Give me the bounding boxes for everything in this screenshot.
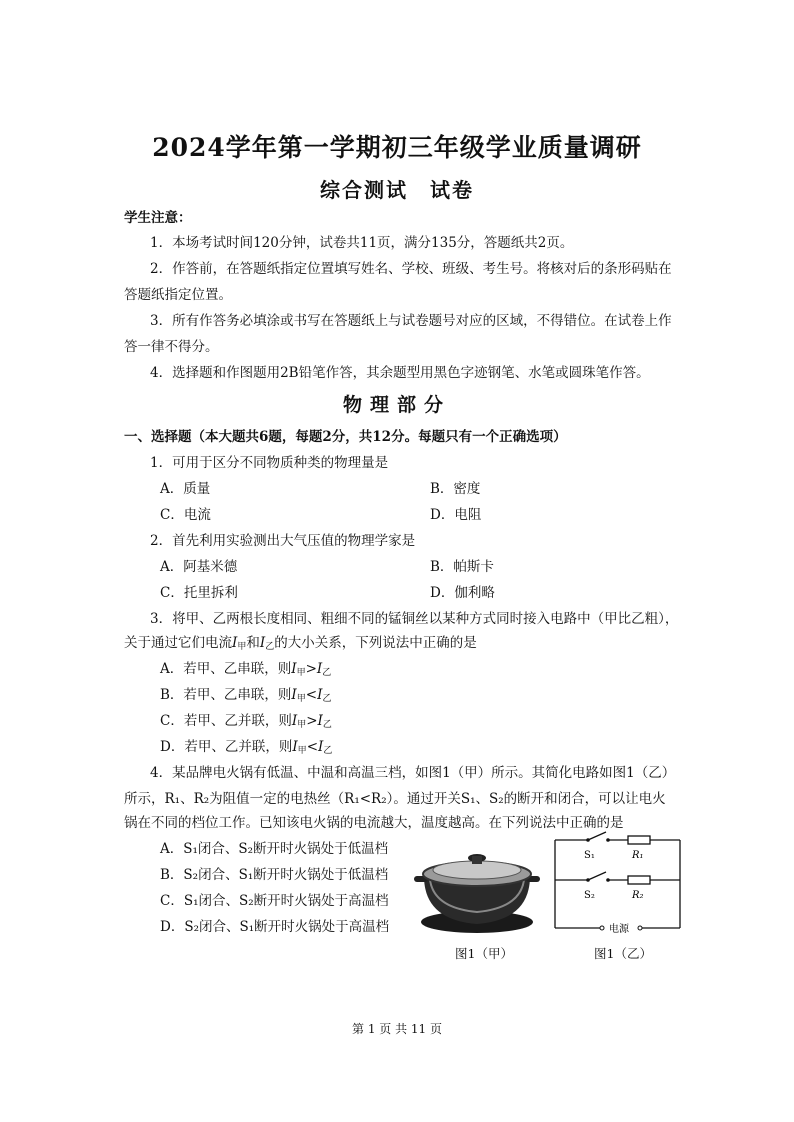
q1-option-a: A．质量	[160, 481, 211, 497]
subscript-yi: 乙	[322, 720, 332, 730]
option-text: C．若甲、乙并联，则	[160, 713, 292, 729]
comparison-operator: <	[306, 739, 318, 755]
notice-heading: 学生注意：	[124, 210, 192, 226]
q1-stem: 1．可用于区分不同物质种类的物理量是	[150, 455, 389, 471]
page-footer: 第 1 页 共 11 页	[352, 1022, 442, 1036]
hot-pot-illustration	[412, 836, 542, 936]
notice-item-3-cont: 答一律不得分。	[124, 339, 219, 355]
notice-item-2-cont: 答题纸指定位置。	[124, 287, 232, 303]
switch-s1-label: S₁	[584, 850, 595, 861]
comparison-operator: <	[305, 687, 318, 703]
subscript-jia: 甲	[297, 720, 307, 730]
power-source-label: 电源	[609, 924, 629, 935]
q3-stem: 3．将甲、乙两根长度相同、粗细不同的锰铜丝以某种方式同时接入电路中（甲比乙粗），	[150, 611, 679, 627]
switch-s2-label: S₂	[584, 890, 595, 901]
q2-option-b: B．帕斯卡	[430, 559, 494, 575]
notice-item-3: 3．所有作答务必填涂或书写在答题纸上与试卷题号对应的区域，不得错位。在试卷上作	[150, 313, 672, 329]
subscript-jia: 甲	[237, 642, 247, 652]
exam-title: 2024学年第一学期初三年级学业质量调研	[152, 133, 642, 162]
subtitle-subject: 综合测试	[320, 178, 408, 202]
q1-option-d: D．电阻	[430, 507, 482, 523]
exam-subtitle	[0, 174, 794, 203]
q4-option-d: D．S₂闭合、S₁断开时火锅处于高温档	[160, 919, 390, 935]
option-text: D．若甲、乙并联，则	[160, 739, 293, 755]
q2-stem: 2．首先利用实验测出大气压值的物理学家是	[150, 533, 416, 549]
circuit-diagram	[550, 828, 685, 938]
current-symbol: I	[291, 661, 297, 677]
q4-option-b: B．S₂闭合、S₁断开时火锅处于低温档	[160, 867, 389, 883]
subscript-yi: 乙	[322, 694, 332, 704]
subscript-jia: 甲	[296, 694, 306, 704]
q3-stem-text: 关于通过它们电流	[124, 635, 232, 651]
notice-item-1: 1．本场考试时间120分钟，试卷共11页，满分135分，答题纸共2页。	[150, 235, 574, 251]
q3-stem-text: 和	[246, 635, 260, 651]
current-symbol: I	[292, 739, 298, 755]
q2-option-a: A．阿基米德	[160, 559, 238, 575]
notice-item-2: 2．作答前，在答题纸指定位置填写姓名、学校、班级、考生号。将核对后的条形码贴在	[150, 261, 672, 277]
notice-item-4: 4．选择题和作图题用2B铅笔作答，其余题型用黑色字迹钢笔、水笔或圆珠笔作答。	[150, 365, 650, 381]
figure-1b-caption: 图1（乙）	[594, 946, 652, 961]
current-symbol: I	[232, 635, 238, 651]
q3-stem-text: 的大小关系，下列说法中正确的是	[274, 635, 477, 651]
comparison-operator: >	[305, 661, 317, 677]
section-title: 物理部分	[342, 394, 451, 416]
current-symbol: I	[317, 687, 323, 703]
subscript-yi: 乙	[322, 668, 332, 678]
q4-option-c: C．S₁闭合、S₂断开时火锅处于高温档	[160, 893, 389, 909]
subscript-jia: 甲	[297, 746, 307, 756]
q4-option-a: A．S₁闭合、S₂断开时火锅处于低温档	[160, 841, 389, 857]
option-text: B．若甲、乙串联，则	[160, 687, 292, 703]
comparison-operator: >	[306, 713, 318, 729]
q4-stem: 4．某品牌电火锅有低温、中温和高温三档，如图1（甲）所示。其简化电路如图1（乙）	[150, 765, 676, 781]
current-symbol: I	[318, 739, 324, 755]
q2-option-c: C．托里拆利	[160, 585, 238, 601]
subscript-jia: 甲	[296, 668, 306, 678]
current-symbol: I	[291, 713, 298, 729]
q1-option-b: B．密度	[430, 481, 481, 497]
part-heading: 一、选择题（本大题共6题，每题2分，共12分。每题只有一个正确选项）	[124, 429, 567, 445]
option-text: A．若甲、乙串联，则	[160, 661, 292, 677]
figure-1a-caption: 图1（甲）	[455, 946, 513, 961]
subtitle-paper: 试卷	[430, 178, 474, 202]
resistor-r2-label: R₂	[632, 890, 644, 901]
current-symbol: I	[291, 687, 297, 703]
resistor-r1-label: R₁	[632, 850, 644, 861]
current-symbol: I	[316, 661, 323, 677]
q4-stem-cont-1: 所示，R₁、R₂为阻值一定的电热丝（R₁<R₂）。通过开关S₁、S₂的断开和闭合，可以让电火	[124, 791, 666, 807]
q1-option-c: C．电流	[160, 507, 211, 523]
subscript-yi: 乙	[323, 746, 333, 756]
current-symbol: I	[259, 635, 266, 651]
q2-option-d: D．伽利略	[430, 585, 495, 601]
subscript-yi: 乙	[265, 642, 275, 652]
current-symbol: I	[317, 713, 323, 729]
q4-stem-cont-2: 锅在不同的档位工作。已知该电火锅的电流越大，温度越高。在下列说法中正确的是	[124, 815, 624, 831]
